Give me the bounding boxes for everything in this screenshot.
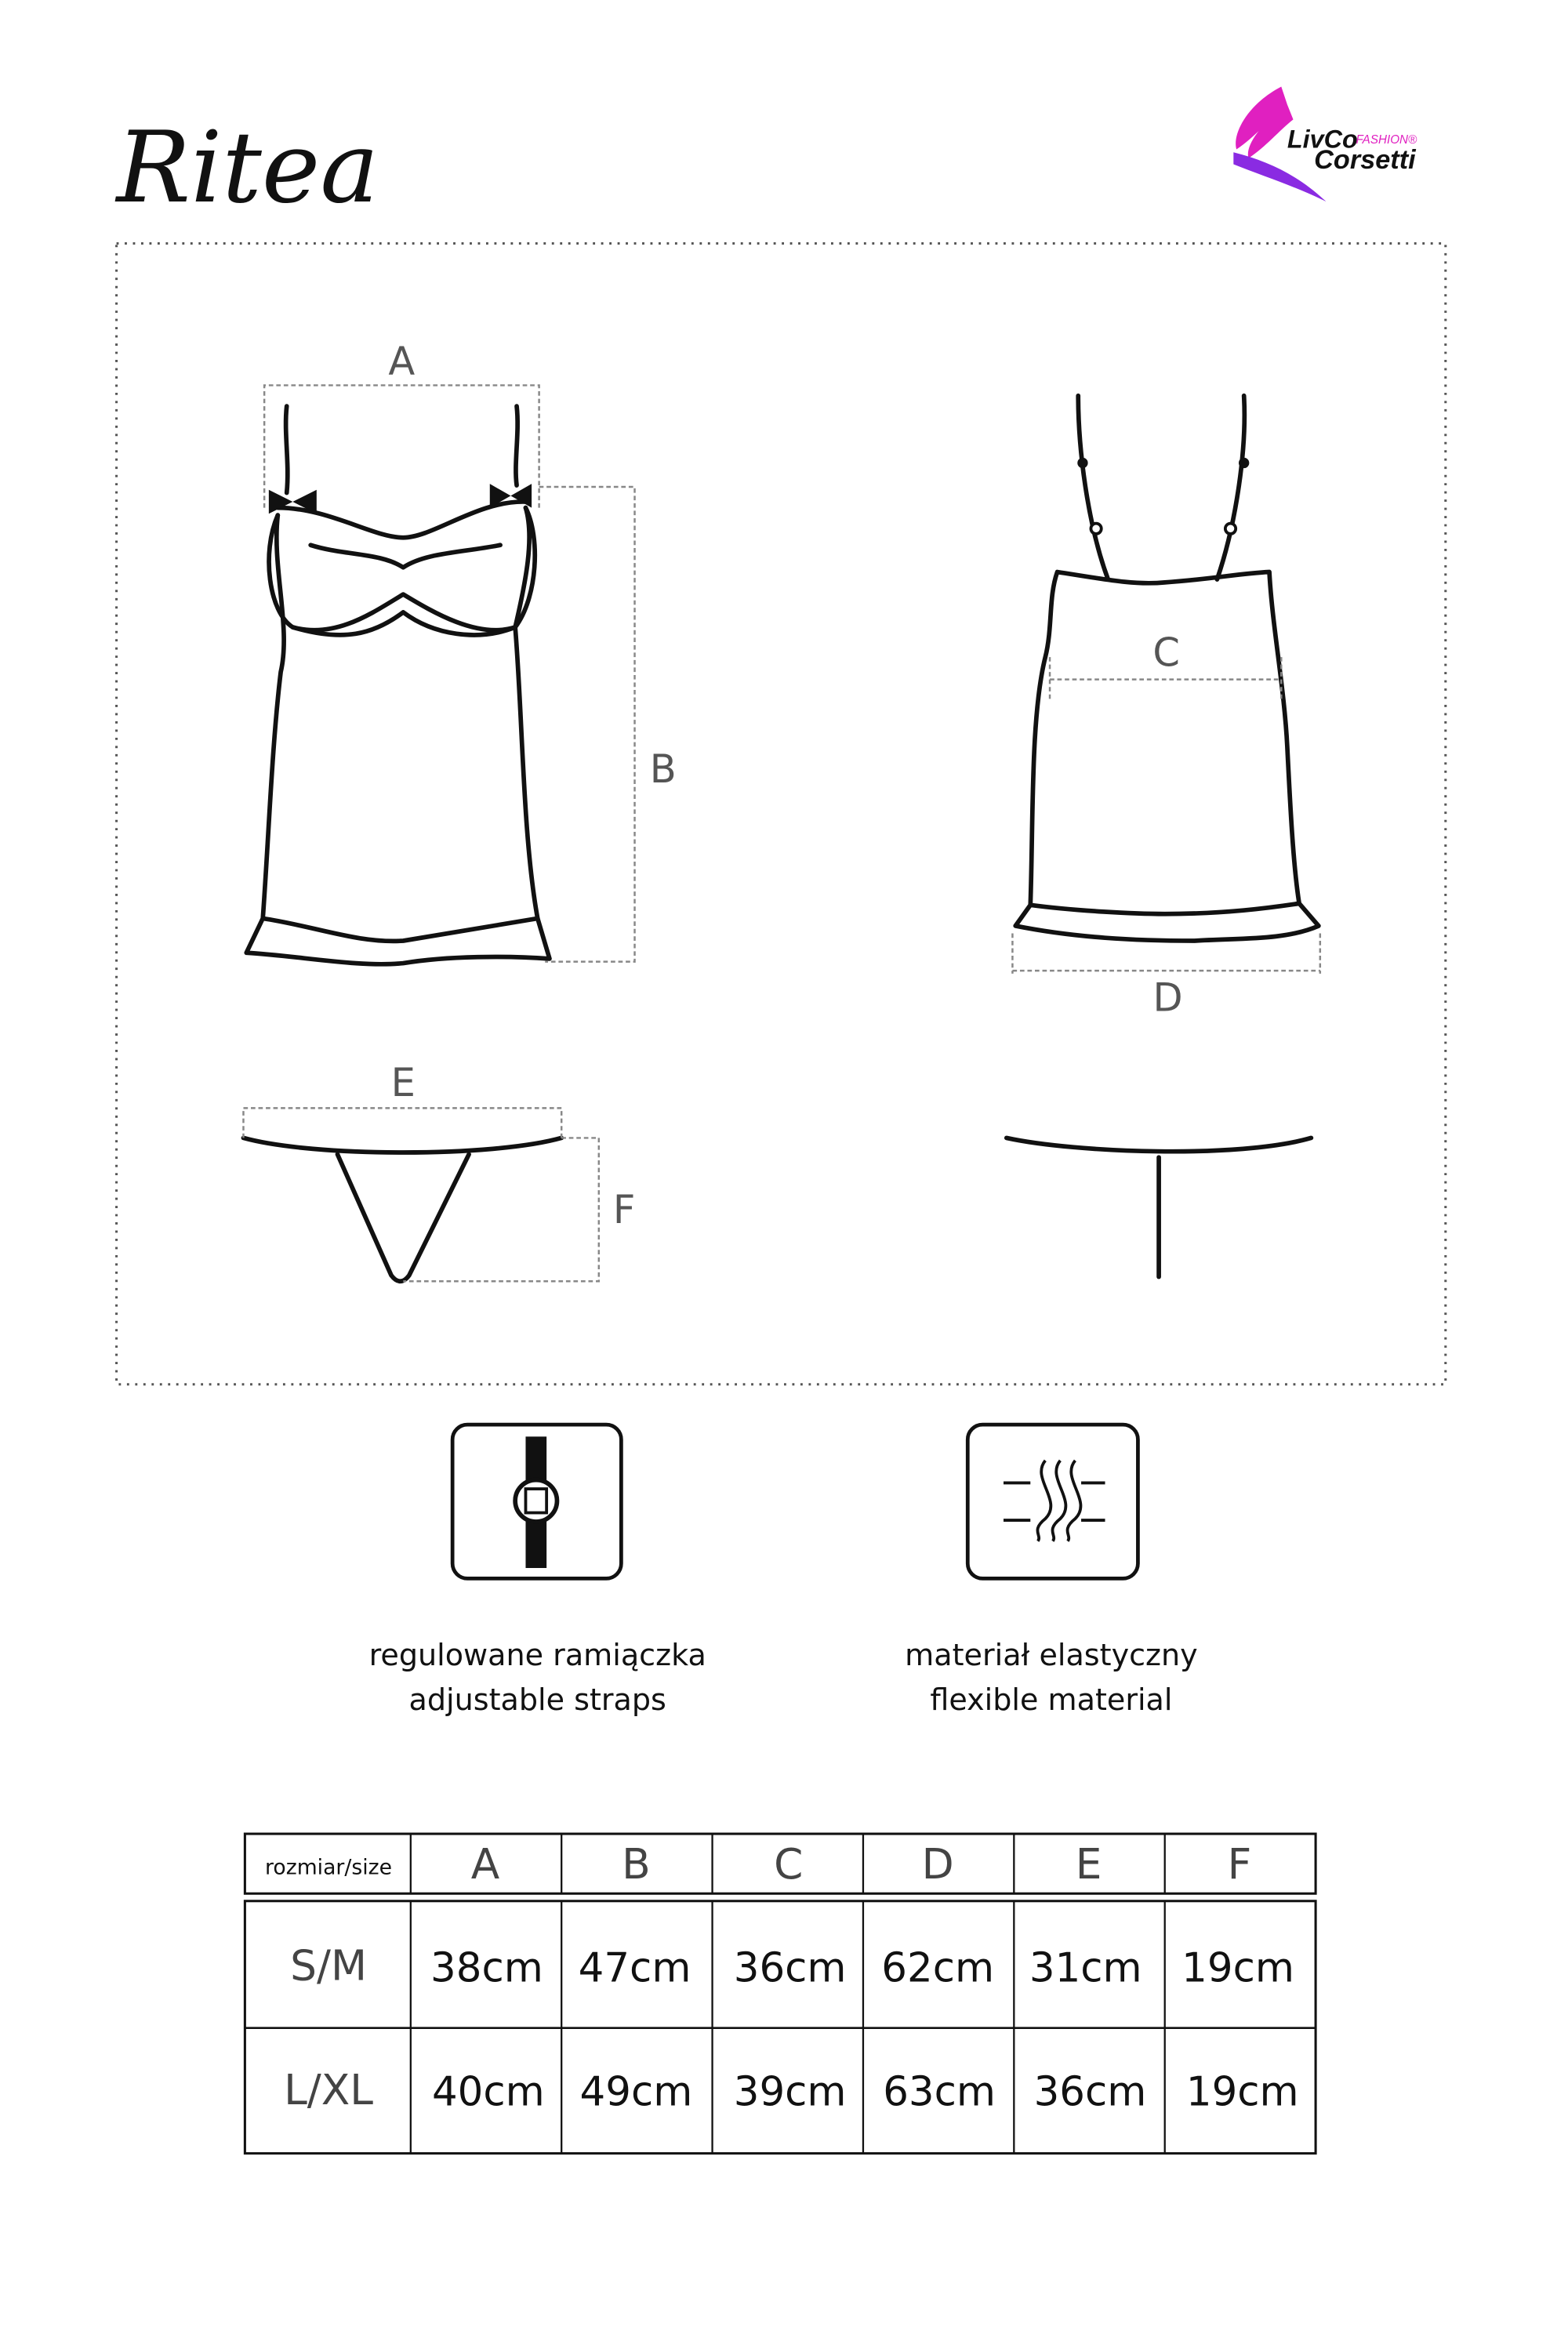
size-cell: S/M	[290, 1940, 367, 1991]
dimension-label-f: F	[612, 1187, 636, 1232]
dimension-label-d: D	[1152, 975, 1183, 1021]
dimension-label-c: C	[1152, 630, 1180, 676]
table-cell: 62cm	[881, 1944, 995, 1992]
header-cell: rozmiar/size	[265, 1855, 393, 1880]
header-cell: F	[1227, 1839, 1252, 1889]
feature-label-pl: materiał elastyczny	[905, 1637, 1198, 1672]
header-cell: C	[774, 1839, 804, 1889]
size-cell: L/XL	[284, 2064, 374, 2114]
product-title: Ritea	[116, 110, 379, 226]
feature-label-pl: regulowane ramiączka	[368, 1637, 706, 1672]
table-cell: 36cm	[733, 1944, 847, 1992]
table-row	[290, 1941, 1294, 1992]
header-cell: B	[622, 1839, 651, 1889]
header-cell: E	[1075, 1839, 1102, 1889]
table-cell: 19cm	[1181, 1944, 1294, 1992]
header-cell: D	[921, 1839, 954, 1889]
size-table	[245, 1834, 1316, 2154]
thong-back-drawing	[1007, 1138, 1312, 1276]
header-cell: A	[470, 1839, 500, 1889]
table-cell: 49cm	[579, 2068, 693, 2116]
logo-livco: LivCo	[1287, 125, 1358, 154]
table-header-row	[265, 1839, 1251, 1889]
logo-fashion: FASHION®	[1356, 132, 1417, 147]
table-cell: 38cm	[430, 1944, 543, 1992]
dimension-label-a: A	[388, 339, 416, 385]
table-cell: 63cm	[883, 2068, 996, 2116]
table-cell: 40cm	[431, 2068, 545, 2116]
logo-ribbon-purple-icon	[1233, 152, 1326, 201]
brand-logo	[1233, 86, 1417, 201]
table-cell: 31cm	[1029, 1944, 1142, 1992]
feature-flexible-material	[905, 1425, 1198, 1717]
logo-corsetti: Corsetti	[1314, 145, 1416, 176]
table-cell: 19cm	[1185, 2068, 1299, 2116]
feature-adjustable-straps	[369, 1425, 706, 1717]
dimension-label-b: B	[649, 746, 677, 793]
table-cell: 36cm	[1033, 2068, 1147, 2116]
chemise-back-drawing	[1012, 396, 1319, 1021]
dimension-label-e: E	[390, 1060, 416, 1106]
feature-label-en: flexible material	[930, 1682, 1173, 1717]
table-cell: 47cm	[578, 1944, 691, 1992]
logo-ribbon-icon	[1236, 86, 1293, 158]
feature-label-en: adjustable straps	[408, 1682, 666, 1717]
thong-front-drawing	[243, 1060, 635, 1281]
chemise-front-drawing	[246, 339, 676, 964]
table-row	[284, 2065, 1299, 2116]
table-cell: 39cm	[733, 2068, 847, 2116]
